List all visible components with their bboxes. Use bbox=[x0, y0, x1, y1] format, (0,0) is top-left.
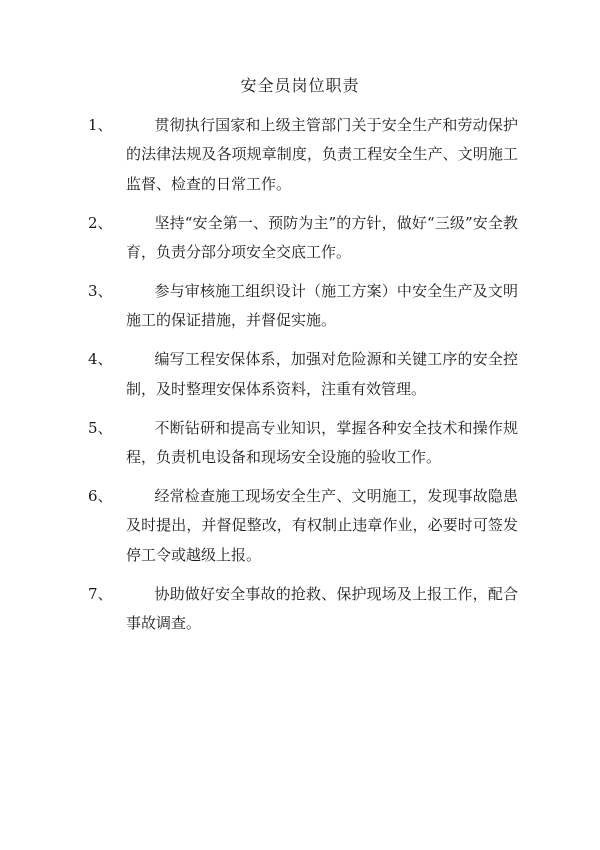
item-text: 编写工程安保体系，加强对危险源和关键工序的安全控制，及时整理安保体系资料，注重有效管理。 bbox=[126, 350, 518, 398]
item-number: 5、 bbox=[88, 418, 113, 437]
duty-list bbox=[88, 111, 518, 648]
list-item bbox=[88, 580, 518, 639]
item-number: 2、 bbox=[88, 213, 113, 232]
item-number: 4、 bbox=[88, 350, 113, 369]
list-item bbox=[88, 482, 518, 570]
item-text: 贯彻执行国家和上级主管部门关于安全生产和劳动保护的法律法规及各项规章制度，负责工程安全生产、文明施工监督、检查的日常工作。 bbox=[126, 116, 518, 193]
item-number: 7、 bbox=[88, 584, 113, 603]
item-text: 经常检查施工现场安全生产、文明施工，发现事故隐患及时提出，并督促整改，有权制止违章作业，必要时可签发停工令或越级上报。 bbox=[126, 486, 518, 564]
list-item bbox=[88, 345, 518, 404]
list-item bbox=[88, 414, 518, 473]
list-item bbox=[88, 209, 518, 268]
page-title: 安全员岗位职责 bbox=[240, 76, 360, 95]
item-number: 6、 bbox=[88, 486, 113, 505]
list-item bbox=[88, 277, 518, 336]
item-text: 坚持“安全第一、预防为主”的方针，做好“三级”安全教育，负责分部分项安全交底工作。 bbox=[126, 213, 518, 262]
item-text: 不断钻研和提高专业知识，掌握各种安全技术和操作规程，负责机电设备和现场安全设施的验收工作。 bbox=[126, 418, 518, 467]
item-text: 协助做好安全事故的抢救、保护现场及上报工作，配合事故调查。 bbox=[126, 584, 518, 633]
item-text: 参与审核施工组织设计（施工方案）中安全生产及文明施工的保证措施，并督促实施。 bbox=[126, 282, 518, 330]
list-item bbox=[88, 111, 518, 199]
item-number: 3、 bbox=[88, 282, 113, 301]
item-number: 1、 bbox=[88, 116, 113, 134]
